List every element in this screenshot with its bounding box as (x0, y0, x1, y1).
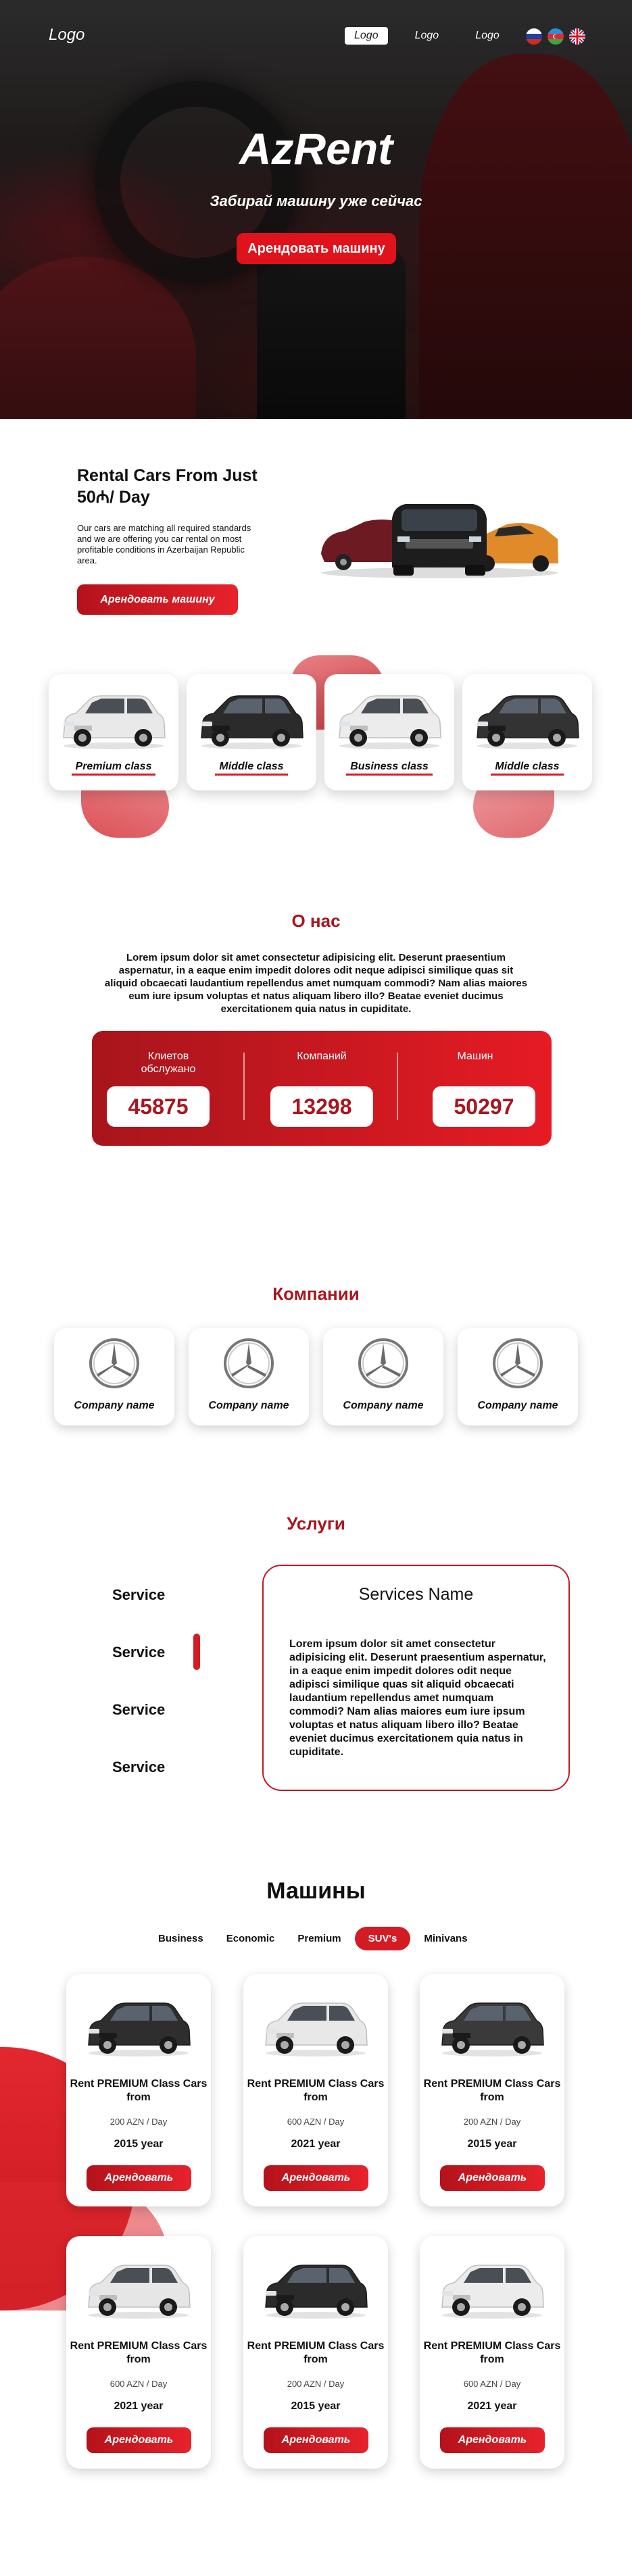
companies-section (0, 1284, 632, 1513)
car-name: Rent PREMIUM Class Cars from (70, 2078, 208, 2103)
suv-image (262, 1988, 370, 2062)
mercedes-logo-icon (492, 1338, 543, 1389)
category-label: Premium class (72, 761, 156, 776)
service-item-1[interactable]: Service (112, 1644, 166, 1661)
suv-image (84, 2250, 193, 2324)
category-card-2[interactable] (324, 674, 454, 790)
category-label: Middle class (215, 761, 287, 776)
services-section (0, 1513, 632, 1878)
suv-image (262, 2250, 370, 2324)
category-card-1[interactable] (187, 674, 316, 790)
rent-car-button[interactable]: Арендовать (440, 2165, 545, 2191)
company-name: Company name (74, 1400, 155, 1411)
stat-label: Клиетов обслужано (141, 1051, 196, 1075)
rent-car-button[interactable]: Арендовать (264, 2427, 368, 2453)
suv-image (84, 1988, 193, 2062)
top-nav (0, 23, 632, 50)
car-year: 2015 year (291, 2400, 341, 2412)
nav-link-2[interactable]: Logo (414, 30, 439, 41)
site-logo[interactable]: Logo (49, 26, 85, 44)
stat-clients (92, 1031, 245, 1146)
car-year: 2021 year (291, 2138, 341, 2150)
hero-title: AzRent (239, 124, 393, 174)
car-name: Rent PREMIUM Class Cars from (423, 2078, 561, 2103)
car-name: Rent PREMIUM Class Cars from (423, 2340, 561, 2365)
service-item-3[interactable]: Service (112, 1759, 166, 1775)
car-year: 2021 year (467, 2400, 517, 2412)
intro-section (0, 419, 632, 655)
service-detail-panel (262, 1565, 570, 1791)
car-card (243, 2236, 388, 2469)
language-switcher (526, 28, 585, 45)
suv-image (438, 1988, 546, 2062)
suv-image (438, 2250, 546, 2324)
car-year: 2015 year (467, 2138, 517, 2150)
about-title: О нас (291, 911, 341, 931)
suv-image (473, 684, 581, 751)
car-price: 200 AZN / Day (287, 2379, 345, 2389)
azerbaijan-flag-icon[interactable] (548, 28, 564, 45)
intro-text: Our cars are matching all required standards and we are offering you car rental on most profitable conditions in Azerbaijan Republic area. (77, 523, 251, 565)
stat-label: Компаний (297, 1051, 347, 1062)
rent-car-button[interactable]: Арендовать (264, 2165, 368, 2191)
rent-car-button[interactable]: Арендовать (87, 2165, 191, 2191)
nav-link-1[interactable]: Logo (345, 27, 388, 45)
car-price: 600 AZN / Day (287, 2117, 345, 2127)
cars-title: Машины (266, 1878, 366, 1904)
cars-lineup-image (318, 480, 561, 581)
car-name: Rent PREMIUM Class Cars from (247, 2078, 385, 2103)
companies-title: Компании (272, 1284, 360, 1304)
car-type-tabs (149, 1927, 477, 1950)
mercedes-logo-icon (89, 1338, 140, 1389)
about-text: Lorem ipsum dolor sit amet consectetur adipisicing elit. Deserunt praesentium aspernatur, in a eaque enim impedit dolores odit neque adipisci similique quas sit aliquid obcaecati laudantium repellendus amet numquam commodi? Nam alias maiores eum iure ipsum voluptas et natus aliquam libero illo? Beatae eveniet ducimus exercitationem quia natus in cupiditate. (104, 952, 528, 1015)
category-card-3[interactable] (462, 674, 592, 790)
services-title: Услуги (287, 1513, 345, 1534)
car-price: 600 AZN / Day (110, 2379, 168, 2389)
car-name: Rent PREMIUM Class Cars from (247, 2340, 385, 2365)
tab-economic[interactable]: Economic (226, 1933, 275, 1944)
tab-business[interactable]: Business (158, 1933, 203, 1944)
stat-cars (399, 1031, 552, 1146)
service-item-0[interactable]: Service (112, 1586, 166, 1603)
car-card (420, 1974, 564, 2206)
service-item-2[interactable]: Service (112, 1701, 166, 1718)
russia-flag-icon[interactable] (526, 28, 542, 45)
stat-value: 45875 (107, 1086, 210, 1127)
uk-flag-icon[interactable] (569, 28, 585, 45)
stat-value: 50297 (433, 1086, 535, 1127)
nav-links (345, 27, 509, 45)
about-section (0, 878, 632, 1284)
service-name: Services Name (358, 1585, 474, 1604)
service-active-indicator (193, 1634, 200, 1670)
hero-section (0, 0, 632, 419)
company-card-3[interactable] (458, 1328, 578, 1425)
stats-panel (92, 1031, 552, 1146)
car-name: Rent PREMIUM Class Cars from (70, 2340, 208, 2365)
stat-value: 13298 (270, 1086, 373, 1127)
suv-image (59, 684, 168, 751)
car-card (66, 2236, 211, 2469)
tab-premium[interactable]: Premium (297, 1933, 341, 1944)
car-card (66, 1974, 211, 2206)
stat-companies (245, 1031, 398, 1146)
car-price: 200 AZN / Day (110, 2117, 168, 2127)
car-year: 2015 year (114, 2138, 164, 2150)
company-name: Company name (477, 1400, 558, 1411)
car-price: 200 AZN / Day (463, 2117, 521, 2127)
suv-image (335, 684, 443, 751)
mercedes-logo-icon (223, 1338, 274, 1389)
category-label: Business class (346, 761, 433, 776)
cars-section (0, 1878, 632, 2576)
hero-subtitle: Забирай машину уже сейчас (210, 193, 422, 209)
category-card-0[interactable] (49, 674, 178, 790)
stat-label: Машин (457, 1051, 493, 1062)
nav-link-3[interactable]: Logo (475, 30, 500, 41)
car-card (243, 1974, 388, 2206)
categories-section (0, 655, 632, 878)
car-card (420, 2236, 564, 2469)
hero-rent-button[interactable]: Арендовать машину (237, 233, 396, 264)
company-name: Company name (343, 1400, 424, 1411)
tab-suvs[interactable]: SUV's (355, 1927, 411, 1950)
rent-car-button[interactable]: Арендовать (440, 2427, 545, 2453)
category-label: Middle class (491, 761, 563, 776)
car-price: 600 AZN / Day (463, 2379, 521, 2389)
intro-rent-button[interactable]: Арендовать машину (77, 584, 238, 615)
company-card-1[interactable] (189, 1328, 309, 1425)
service-description: Lorem ipsum dolor sit amet consectetur adipisicing elit. Deserunt praesentium aspernatur, in a eaque enim impedit dolores odit neque adipisci similique quas sit aliquid obcaecati laudantium repellendus amet numquam commodi? Nam alias maiores eum iure ipsum voluptas et natus aliquam libero illo? Beatae eveniet ducimus exercitationem quia natus in cupiditate. (289, 1638, 546, 1758)
intro-title: Rental Cars From Just 50₼/ Day (77, 466, 258, 507)
rent-car-button[interactable]: Арендовать (87, 2427, 191, 2453)
company-name: Company name (208, 1400, 289, 1411)
suv-image (197, 684, 306, 751)
car-year: 2021 year (114, 2400, 164, 2412)
tab-minivans[interactable]: Minivans (424, 1933, 468, 1944)
company-card-0[interactable] (54, 1328, 174, 1425)
mercedes-logo-icon (358, 1338, 409, 1389)
company-card-2[interactable] (323, 1328, 443, 1425)
